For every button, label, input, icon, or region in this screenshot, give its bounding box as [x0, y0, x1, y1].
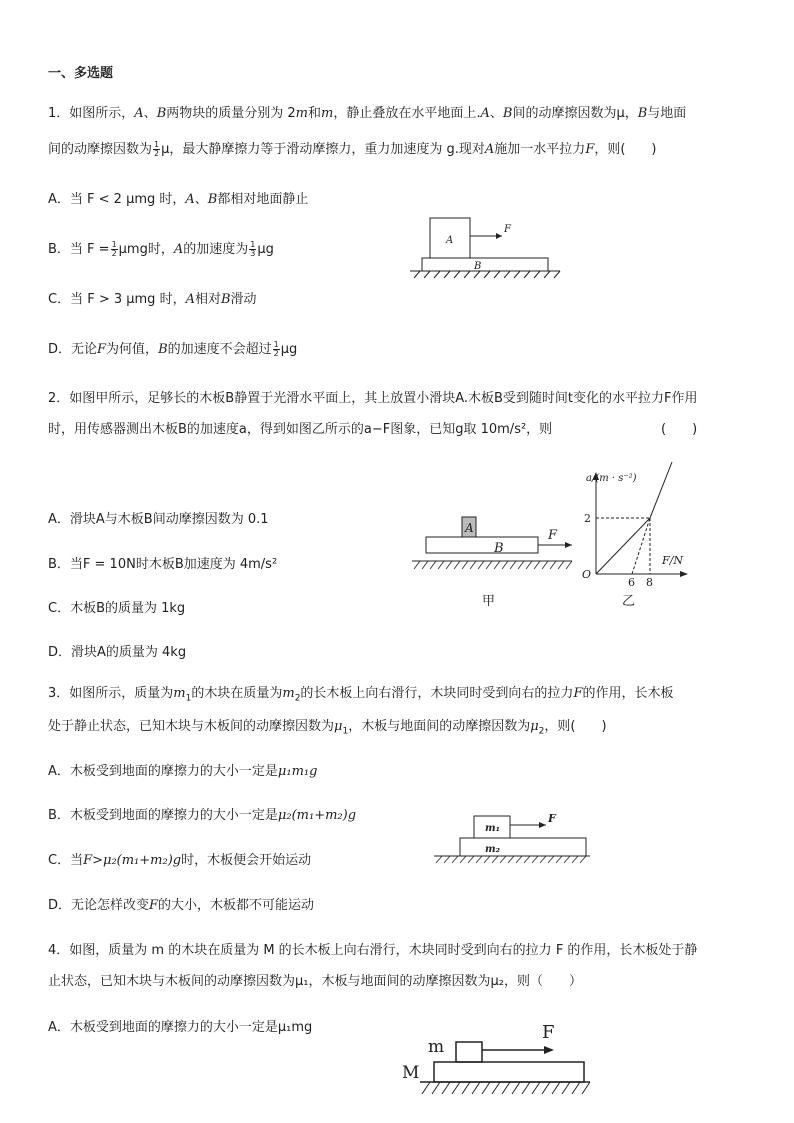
q1-option-d: D．无论F为何值，B的加速度不会超过 $\frac{1}{2}$ μg — [48, 340, 298, 358]
q4-stem-line2: 止状态，已知木块与木板间的动摩擦因数为μ₁，木板与地面间的动摩擦因数为μ₂，则（ ） — [48, 974, 582, 989]
q2-option-c: C．木板B的质量为 1kg — [48, 601, 186, 616]
q2-stem-line1: 2．如图甲所示，足够长的木板B静置于光滑水平面上，其上放置小滑块A.木板B受到随时间t变化的水平拉力F作用 — [48, 391, 698, 406]
q2-option-d: D．滑块A的质量为 4kg — [48, 645, 187, 660]
label-b: B — [494, 541, 504, 556]
fraction-half: $\frac{1}{2}$ — [154, 140, 160, 158]
q1-option-c: C．当 F > 3 μmg 时，A相对B滑动 — [48, 292, 257, 307]
label-a: A — [446, 235, 454, 246]
label-f: F — [548, 528, 558, 543]
q3-option-d: D．无论怎样改变F的大小，木板都不可能运动 — [48, 898, 315, 913]
q2-stem-line2: 时，用传感器测出木板B的加速度a，得到如图乙所示的a−F图象，已知g取 10m/s²，则 — [48, 422, 553, 437]
q2-figure-jia — [412, 515, 582, 610]
q3-stem-line2: 处于静止状态，已知木块与木板间的动摩擦因数为$\mu_1$，木板与地面间的动摩擦因数为$\mu_2$，则( ) — [48, 719, 607, 737]
q1-option-a: A．当 F < 2 μmg 时，A、B都相对地面静止 — [48, 192, 309, 207]
board-m2 — [460, 838, 586, 856]
q2-answer-paren: ( ) — [661, 422, 698, 437]
q3-option-a: A．木板受到地面的摩擦力的大小一定是μ₁m₁g — [48, 764, 318, 779]
label-M: M — [402, 1063, 420, 1083]
ground-hatch — [422, 1082, 590, 1094]
q2-figure-yi — [578, 468, 698, 608]
q2-option-b: B．当F = 10N时木板B加速度为 4m/s² — [48, 557, 278, 572]
q1-stem-line2: 间的动摩擦因数为 $\frac{1}{2}$ μ，最大静摩擦力等于滑动摩擦力，重力加速度为 g.现对A施加一水平拉力F，则( ) — [48, 140, 657, 158]
y-axis-label: a/(m · s⁻²) — [586, 473, 637, 484]
dashed-slope — [632, 518, 650, 574]
label-m2: m₂ — [485, 844, 500, 855]
q4-stem-line1: 4．如图，质量为 m 的木块在质量为 M 的长木板上向右滑行，木块同时受到向右的拉力 F 的作用，长木板处于静 — [48, 943, 698, 958]
q3-figure — [434, 810, 594, 870]
board-b — [422, 258, 548, 271]
q4-figure — [400, 1012, 590, 1108]
q3-stem-line1: 3．如图所示，质量为$m_1$的木块在质量为$m_2$的长木板上向右滑行，木块同时受到向右的拉力F的作用，长木板 — [48, 686, 674, 704]
label-f: F — [548, 812, 556, 825]
q3-option-b: B．木板受到地面的摩擦力的大小一定是μ₂(m₁+m₂)g — [48, 808, 357, 823]
q4-option-a: A．木板受到地面的摩擦力的大小一定是μ₁mg — [48, 1020, 313, 1035]
label-b: B — [474, 261, 482, 272]
x-tick-6: 6 — [628, 576, 635, 589]
q1-figure — [410, 212, 570, 282]
label-m: m — [428, 1037, 445, 1057]
q3-option-c: C．当F>μ₂(m₁+m₂)g时，木板便会开始运动 — [48, 853, 312, 868]
graph-line-lower — [596, 518, 650, 574]
y-tick-2: 2 — [584, 512, 591, 525]
x-tick-8: 8 — [646, 576, 653, 589]
origin-label: O — [582, 568, 592, 581]
label-f: F — [504, 224, 511, 235]
q2-option-a: A．滑块A与木板B间动摩擦因数为 0.1 — [48, 512, 269, 527]
board-M — [434, 1062, 584, 1082]
label-f: F — [542, 1022, 555, 1043]
board-b — [426, 537, 538, 553]
caption-jia: 甲 — [482, 594, 496, 609]
label-m1: m₁ — [485, 823, 500, 834]
block-m — [456, 1042, 482, 1062]
graph-line-upper — [650, 462, 672, 518]
ground-hatch — [414, 271, 560, 278]
q1-stem-line1: 1．如图所示，A、B两物块的质量分别为 2m和m，静止叠放在水平地面上.A、B间的动摩擦因数为μ，B与地面 — [48, 106, 687, 121]
label-a: A — [465, 521, 474, 535]
x-axis-label: F/N — [662, 554, 683, 567]
q1-option-b: B．当 F = $\frac{1}{2}$ μmg时，A的加速度为 $\frac{1}{3}$ μg — [48, 240, 274, 258]
section-heading: 一、多选题 — [48, 66, 114, 81]
ground-hatch — [436, 856, 586, 863]
caption-yi: 乙 — [622, 594, 636, 609]
